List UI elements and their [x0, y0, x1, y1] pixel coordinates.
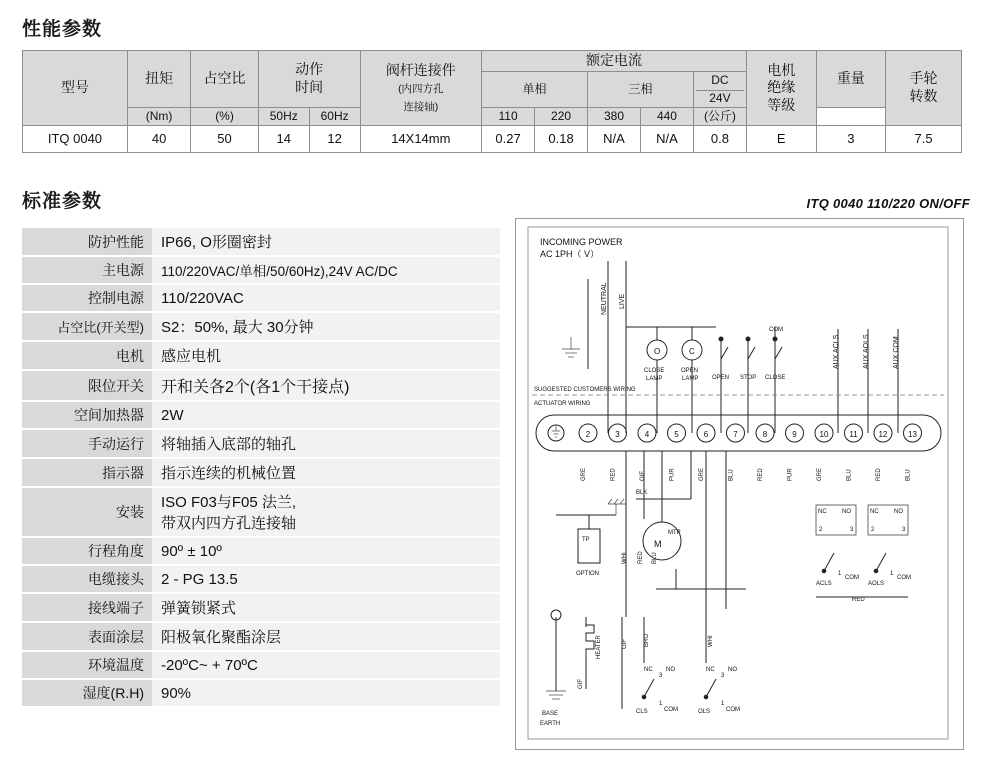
cell-model: ITQ 0040: [23, 125, 128, 152]
wiring-diagram: [515, 218, 964, 750]
list-item: [22, 256, 500, 284]
std-value: 感应电机: [152, 341, 500, 370]
th-duty: 占空比: [191, 51, 259, 108]
std-key: 湿度(R.H): [22, 679, 152, 707]
wire-color-label: RED: [876, 468, 882, 481]
performance-section-title: 性能参数: [22, 19, 103, 40]
std-key: 手动运行: [22, 429, 152, 458]
list-item: [22, 284, 500, 312]
no-label-2: NO: [894, 509, 903, 515]
cls-label: CLS: [636, 709, 648, 715]
wire-color-label: GIF: [640, 471, 646, 481]
whi2-label: WHI: [708, 635, 714, 647]
list-item: [22, 312, 500, 341]
whi-label: WHI: [622, 552, 628, 564]
list-item: [22, 593, 500, 622]
th-torque: 扭矩: [127, 51, 190, 108]
cell-220: 0.18: [535, 125, 588, 152]
list-item: [22, 458, 500, 487]
terminal-number: 8: [762, 430, 768, 439]
com-label: COM: [769, 327, 783, 333]
base-label: BASE: [542, 711, 559, 717]
std-value: 2 - PG 13.5: [152, 565, 500, 593]
std-value: S2：50%, 最大 30分钟: [152, 312, 500, 341]
list-item: [22, 565, 500, 593]
nc-label: NC: [818, 509, 827, 515]
std-value: -20ºC~ + 70ºC: [152, 651, 500, 679]
lamp-c-label: C: [689, 347, 695, 356]
th-torque-unit: (Nm): [127, 107, 190, 125]
cell-60hz: 12: [309, 125, 360, 152]
std-value: 阳极氧化聚酯涂层: [152, 622, 500, 651]
earth-label: EARTH: [540, 721, 561, 727]
th-24v-label: 24V: [696, 90, 744, 106]
wire-color-label: RED: [758, 468, 764, 481]
blu-label: BLU: [652, 552, 658, 564]
nc-label-2: NC: [870, 509, 879, 515]
std-key: 主电源: [22, 256, 152, 284]
heater-label: HEATER: [596, 635, 602, 659]
no-label: NO: [842, 509, 851, 515]
n3-label: 3: [850, 527, 854, 533]
aols-label: AOLS: [868, 581, 885, 587]
th-220: 220: [535, 107, 588, 125]
performance-table: [22, 50, 962, 153]
std-value: 90%: [152, 679, 500, 707]
list-item: [22, 370, 500, 401]
cell-110: 0.27: [482, 125, 535, 152]
tp-label: TP: [582, 537, 590, 543]
th-duty-unit: (%): [191, 107, 259, 125]
table-row: [23, 125, 962, 152]
terminal-number: 6: [703, 430, 709, 439]
option-label: OPTION: [576, 571, 600, 577]
std-value: 90º ± 10º: [152, 537, 500, 565]
bro-label: BRO: [644, 633, 650, 647]
ols-n1-label: 1: [721, 701, 725, 707]
live-label: LIVE: [619, 293, 626, 309]
n1-label-2: 1: [890, 571, 894, 577]
list-item: [22, 401, 500, 429]
std-key: 防护性能: [22, 228, 152, 256]
wire-color-label: BLU: [728, 469, 735, 481]
wiring-diagram-title: ITQ 0040 110/220 ON/OFF: [806, 196, 970, 211]
std-value: 110/220VAC: [152, 284, 500, 312]
stop-button-label: STOP: [740, 375, 757, 381]
ols-com-label: COM: [726, 707, 740, 713]
motor-label: M: [654, 539, 662, 549]
red-bottom-label: RED: [852, 597, 865, 603]
th-110: 110: [482, 107, 535, 125]
n2-label: 2: [819, 527, 823, 533]
std-value: 110/220VAC/单相/50/60Hz),24V AC/DC: [152, 256, 500, 284]
close-lamp-label2: LAMP: [646, 376, 663, 382]
th-380: 380: [588, 107, 641, 125]
th-dc: [693, 71, 746, 107]
wire-color-label: GRE: [699, 467, 705, 481]
ols-nc-label: NC: [706, 667, 715, 673]
incoming-power-label: INCOMING POWER: [540, 237, 623, 247]
terminal-number: 5: [674, 430, 679, 439]
list-item: [22, 651, 500, 679]
list-item: [22, 429, 500, 458]
cls-nc-label: NC: [644, 667, 653, 673]
close-button-label: CLOSE: [765, 375, 786, 381]
actuator-wiring-label: ACTUATOR WIRING: [534, 401, 591, 407]
neutral-label: NEUTRAL: [601, 282, 608, 315]
suggested-wiring-label: SUGGESTED CUSTOMERS WIRING: [534, 387, 636, 393]
cell-440: N/A: [640, 125, 693, 152]
com-aols-label: COM: [897, 575, 911, 581]
terminal-number: 10: [819, 430, 829, 439]
list-item: [22, 341, 500, 370]
terminal-number: 12: [878, 430, 888, 439]
std-value-line2: 带双内四方孔连接轴: [161, 515, 297, 532]
aux-com-label: AUX COM: [893, 336, 900, 369]
th-handwheel: 手轮 转数: [886, 51, 962, 126]
lamp-o-label: O: [654, 347, 661, 356]
terminal-number: 13: [908, 430, 917, 439]
ols-n3-label: 3: [721, 673, 725, 679]
standard-params-table: [22, 228, 500, 708]
cell-stem: 14X14mm: [360, 125, 482, 152]
std-value: 将轴插入底部的轴孔: [152, 429, 500, 458]
std-key: 占空比(开关型): [22, 312, 152, 341]
terminal-number: 2: [585, 430, 591, 439]
wire-color-label: PUR: [787, 468, 794, 481]
cls-no-label: NO: [666, 667, 675, 673]
std-key: 电缆接头: [22, 565, 152, 593]
th-three-phase: 三相: [588, 71, 694, 107]
th-stem-connector: 阀杆连接件 (内四方孔 连接轴): [360, 51, 482, 126]
th-440: 440: [640, 107, 693, 125]
open-lamp-label: OPEN: [681, 368, 699, 374]
std-value-multiline: [152, 487, 500, 537]
open-lamp-label2: LAMP: [682, 376, 699, 382]
terminal-number: 7: [733, 430, 738, 439]
th-motor-insulation: 电机 绝缘 等级: [746, 51, 816, 126]
cls-n3-label: 3: [659, 673, 663, 679]
standard-section-title: 标准参数: [22, 191, 103, 212]
cell-insulation: E: [746, 125, 816, 152]
std-key: 表面涂层: [22, 622, 152, 651]
th-dc-label: DC: [711, 72, 729, 87]
th-60hz: 60Hz: [309, 107, 360, 125]
blk-label: BLK: [636, 490, 648, 496]
n3-label-2: 3: [902, 527, 906, 533]
gif-heater-label: GIF: [578, 679, 584, 689]
wire-color-label: GRE: [581, 467, 587, 481]
th-model: 型号: [23, 51, 128, 126]
terminal-number: 3: [615, 430, 620, 439]
gif2-label: GIF: [622, 639, 628, 649]
n1-label: 1: [838, 571, 842, 577]
std-key: 电机: [22, 341, 152, 370]
th-weight-unit: (公斤): [693, 107, 746, 125]
cell-24v: 0.8: [693, 125, 746, 152]
std-value: 2W: [152, 401, 500, 429]
wire-color-label: RED: [610, 468, 617, 481]
th-50hz: 50Hz: [258, 107, 309, 125]
cell-weight: 3: [816, 125, 886, 152]
list-item: [22, 487, 500, 537]
cell-torque: 40: [127, 125, 190, 152]
ols-no-label: NO: [728, 667, 737, 673]
wire-color-label: BLU: [905, 469, 912, 481]
com-acls-label: COM: [845, 575, 859, 581]
cell-handwheel: 7.5: [886, 125, 962, 152]
th-rated-current: 额定电流: [482, 51, 747, 72]
cls-com-label: COM: [664, 707, 678, 713]
th-single-phase: 单相: [482, 71, 588, 107]
cls-n1-label: 1: [659, 701, 663, 707]
std-key: 安装: [22, 487, 152, 537]
n2-label-2: 2: [871, 527, 875, 533]
std-key: 行程角度: [22, 537, 152, 565]
std-key: 指示器: [22, 458, 152, 487]
std-value-line1: ISO F03与F05 法兰,: [161, 494, 297, 511]
std-key: 限位开关: [22, 370, 152, 401]
acls-label: ACLS: [816, 581, 832, 587]
aux-aols-label: AUX AOLS: [863, 334, 870, 369]
std-key: 环境温度: [22, 651, 152, 679]
th-action-time: 动作 时间: [258, 51, 360, 108]
list-item: [22, 622, 500, 651]
std-key: 空间加热器: [22, 401, 152, 429]
aux-acls-label: AUX ACLS: [833, 334, 840, 369]
std-value: 指示连续的机械位置: [152, 458, 500, 487]
red-label: RED: [638, 551, 644, 564]
list-item: [22, 679, 500, 707]
cell-50hz: 14: [258, 125, 309, 152]
terminal-number: 4: [644, 430, 650, 439]
terminal-number: 9: [792, 430, 797, 439]
std-value: IP66, O形圈密封: [152, 228, 500, 256]
wire-color-label: GRE: [817, 467, 823, 481]
wire-color-label: BLU: [846, 469, 853, 481]
th-weight: 重量: [816, 51, 886, 108]
list-item: [22, 228, 500, 256]
close-lamp-label: CLOSE: [644, 368, 665, 374]
wire-color-label: PUR: [669, 468, 676, 481]
mtp-label: MTP: [668, 530, 681, 536]
std-value: 弹簧锁紧式: [152, 593, 500, 622]
std-value: 开和关各2个(各1个干接点): [152, 370, 500, 401]
list-item: [22, 537, 500, 565]
std-key: 控制电源: [22, 284, 152, 312]
cell-duty: 50: [191, 125, 259, 152]
ols-label: OLS: [698, 709, 711, 715]
ac-phase-label: AC 1PH（ V）: [540, 249, 600, 259]
cell-380: N/A: [588, 125, 641, 152]
open-button-label: OPEN: [712, 375, 730, 381]
std-key: 接线端子: [22, 593, 152, 622]
terminal-number: 11: [849, 430, 858, 439]
